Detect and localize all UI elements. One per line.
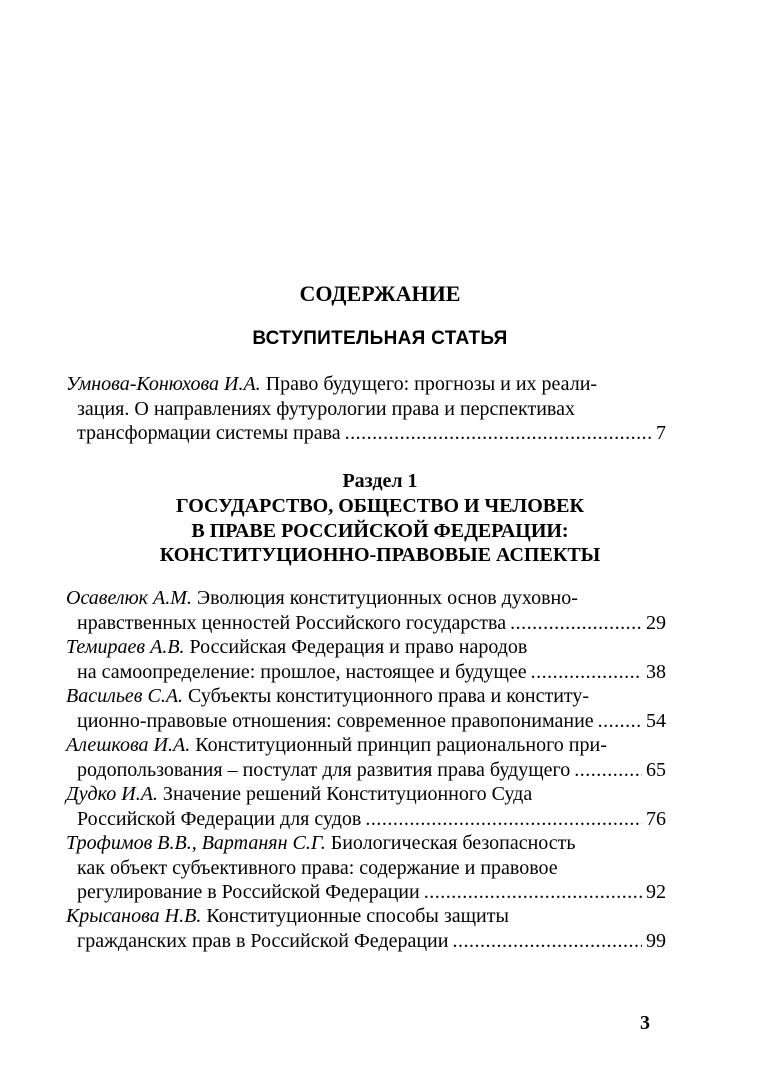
entry-page-number: 76: [646, 807, 666, 830]
entry-title-line: Значение решений Конституционного Суда: [157, 783, 533, 805]
leader-dots: [365, 807, 642, 832]
intro-title: ВСТУПИТЕЛЬНАЯ СТАТЬЯ: [252, 328, 508, 349]
toc-entry-intro[interactable]: [66, 372, 666, 446]
entry-page-number: 92: [646, 881, 666, 903]
entry-title-line: регулирование в Российской Федерации: [77, 881, 420, 903]
section-title-line: ГОСУДАРСТВО, ОБЩЕСТВО И ЧЕЛОВЕК: [176, 495, 584, 517]
entry-author: Умнова-Конюхова И.А.: [66, 373, 261, 395]
entry-page-number: 65: [646, 758, 666, 781]
leader-dots: [345, 421, 652, 446]
leader-dots: [598, 709, 642, 734]
entry-title-line: как объект субъективного права: содержание и правовое: [77, 856, 558, 879]
toc-entry[interactable]: [66, 586, 666, 635]
entry-author: Дудко И.А.: [66, 783, 158, 805]
section-label: Раздел 1: [342, 470, 418, 492]
entry-author: Осавелюк А.М.: [66, 587, 192, 609]
entry-page-number: 7: [656, 422, 666, 444]
entry-title-line: на самоопределение: прошлое, настоящее и будущее: [77, 660, 527, 683]
entry-title-line: Биологическая безопасность: [325, 832, 576, 854]
section-title-line: В ПРАВЕ РОССИЙСКОЙ ФЕДЕРАЦИИ:: [191, 520, 569, 542]
entry-author: Алешкова И.А.: [66, 734, 191, 756]
toc-entry[interactable]: [66, 684, 666, 733]
leader-dots: [424, 880, 642, 905]
entry-title-line: Право будущего: прогнозы и их реали-: [260, 373, 598, 395]
leader-dots: [452, 929, 642, 954]
page-title: СОДЕРЖАНИЕ: [299, 281, 461, 306]
entry-title-line: нравственных ценностей Российского государства: [77, 611, 507, 634]
entry-title-line: Субъекты конституционного права и конститу-: [183, 685, 590, 707]
entry-title-line: Российская Федерация и право народов: [184, 636, 528, 658]
toc-entry[interactable]: [66, 733, 666, 782]
entry-title-line: Конституционные способы защиты: [201, 905, 509, 927]
entry-title-line: ционно-правовые отношения: современное правопонимание: [77, 709, 594, 732]
entry-author: Трофимов В.В., Вартанян С.Г.: [66, 832, 326, 854]
toc-entry[interactable]: [66, 782, 666, 831]
entry-author: Темираев А.В.: [66, 636, 185, 658]
leader-dots: [574, 758, 642, 783]
entry-title-line: Эволюция конституционных основ духовно-: [191, 587, 578, 609]
entry-author: Крысанова Н.В.: [66, 905, 202, 927]
toc-entry[interactable]: [66, 831, 666, 905]
entry-title-line: Конституционный принцип рационального при-: [190, 734, 607, 756]
section-title-line: КОНСТИТУЦИОННО-ПРАВОВЫЕ АСПЕКТЫ: [159, 544, 601, 566]
entry-page-number: 54: [646, 709, 666, 732]
page-number: 3: [640, 1012, 650, 1034]
entry-author: Васильев С.А.: [66, 685, 184, 707]
entry-title-line: родопользования – постулат для развития права будущего: [77, 758, 571, 781]
toc-entry[interactable]: [66, 904, 666, 953]
entry-title-line: гражданских прав в Российской Федерации: [77, 929, 449, 952]
entry-page-number: 29: [646, 611, 666, 634]
entry-page-number: 38: [646, 660, 666, 683]
leader-dots: [510, 611, 642, 636]
leader-dots: [531, 660, 642, 685]
entry-title-line: зация. О направлениях футурологии права и перспективах: [77, 397, 575, 420]
entry-page-number: 99: [646, 929, 666, 952]
entry-title-line: Российской Федерации для судов: [77, 807, 362, 830]
toc-entry[interactable]: [66, 635, 666, 684]
entry-title-line: трансформации системы права: [77, 422, 341, 444]
